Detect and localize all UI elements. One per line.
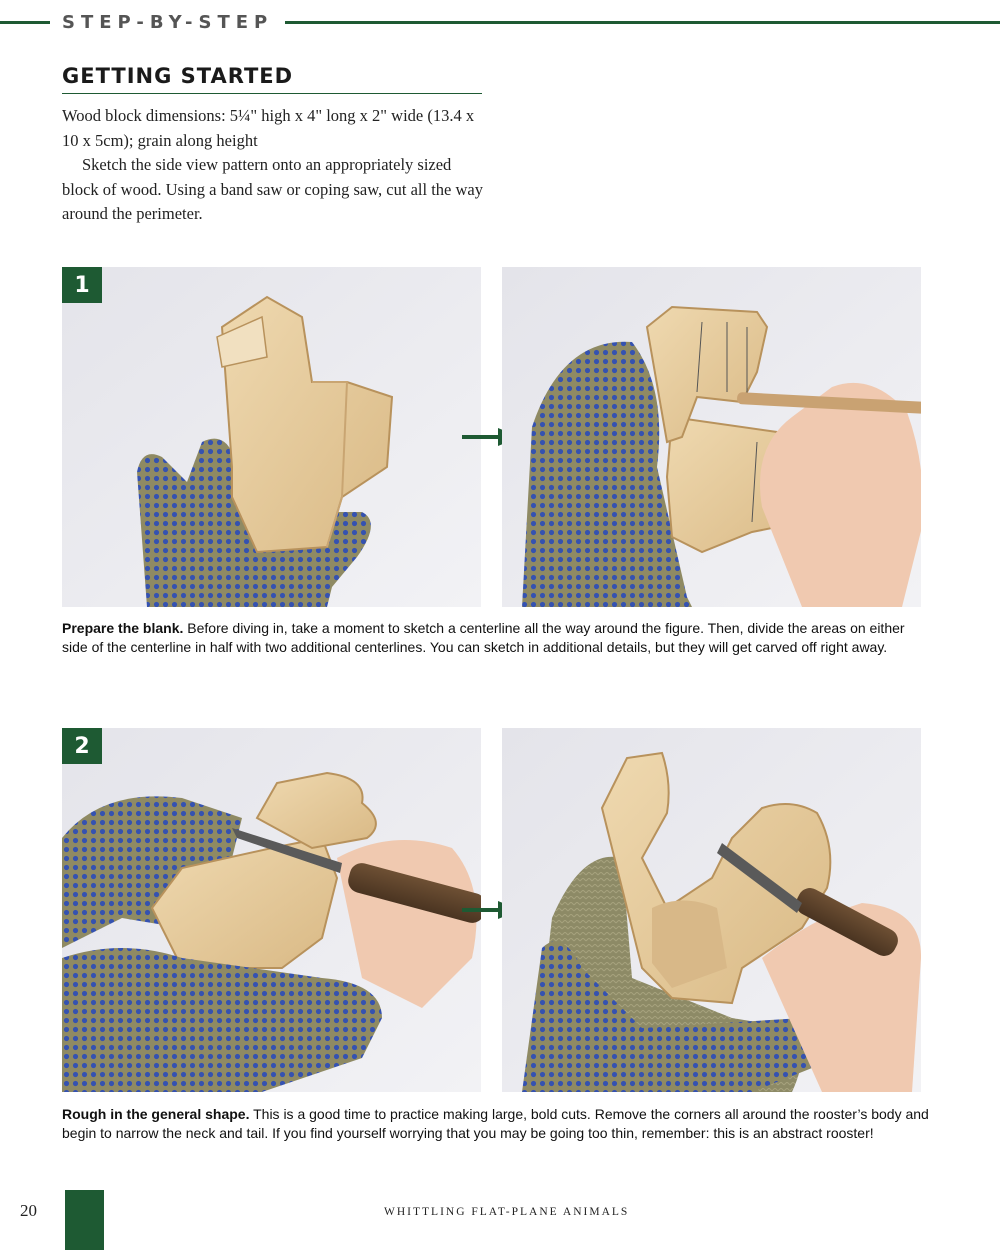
step-1-caption-title: Prepare the blank. (62, 620, 184, 636)
step-2-caption (62, 1105, 932, 1143)
step-2-caption-text: This is a good time to practice making large, bold cuts. Remove the corners all around the rooster’s body and begin to narrow the neck and tail. If you find yourself worrying that you may be going too thin, remember: this is an abstract rooster! (62, 1106, 929, 1141)
step-1-photo-rooster-blank (62, 267, 481, 607)
step-1-badge: 1 (62, 267, 102, 303)
footer-accent-block (65, 1190, 104, 1250)
title-underline (62, 93, 482, 94)
step-2-photo-rough-cuts (62, 728, 481, 1092)
book-title: WHITTLING FLAT-PLANE ANIMALS (384, 1206, 630, 1218)
page-title: GETTING STARTED (62, 64, 294, 88)
section-label: STEP-BY-STEP (62, 12, 274, 33)
step-2-photo-narrow-neck (502, 728, 921, 1092)
header-rule-right (285, 21, 1000, 24)
intro-instructions: Sketch the side view pattern onto an appropriately sized block of wood. Using a band saw or coping saw, cut all the way around the perimeter. (62, 155, 483, 223)
step-2-badge: 2 (62, 728, 102, 764)
step-1-caption (62, 619, 932, 657)
header-rule-left (0, 21, 50, 24)
step-1-photo-sketch-centerline (502, 267, 921, 607)
wood-dimensions: Wood block dimensions: 5¼" high x 4" long x 2" wide (13.4 x 10 x 5cm); grain along height (62, 106, 475, 150)
intro-text (62, 104, 487, 227)
step-2-caption-title: Rough in the general shape. (62, 1106, 250, 1122)
page-number: 20 (20, 1201, 37, 1220)
step-1-caption-text: Before diving in, take a moment to sketch a centerline all the way around the figure. Then, divide the areas on either side of the centerline in half with two additional centerlines. You can sketch in additional details, but they will get carved off right away. (62, 620, 905, 655)
